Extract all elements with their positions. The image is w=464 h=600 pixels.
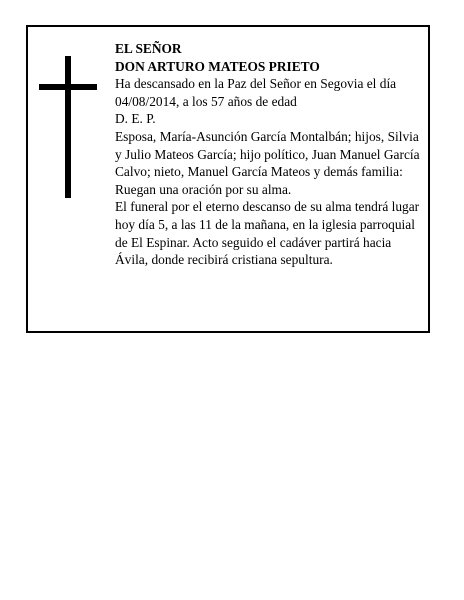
cross-vertical-bar (65, 56, 71, 198)
deceased-name: DON ARTURO MATEOS PRIETO (115, 58, 320, 74)
obituary-notice (26, 25, 430, 333)
cross-horizontal-bar (39, 84, 97, 90)
notice-text (115, 40, 425, 269)
prayer-text: Ruegan una oración por su alma. (115, 181, 292, 197)
family-text: Esposa, María-Asunción García Montalbán; hijos, Silvia y Julio Mateos García; hijo político, Juan Manuel García Calvo; nieto, Manuel García Mateos y demás familia: (115, 128, 420, 180)
title-line-1: EL SEÑOR (115, 41, 182, 56)
announcement-text: Ha descansado en la Paz del Señor en Segovia el día 04/08/2014, a los 57 años de edad (115, 76, 397, 109)
dep-text: D. E. P. (115, 111, 156, 127)
funeral-text: El funeral por el eterno descanso de su alma tendrá lugar hoy día 5, a las 11 de la mañana, en la iglesia parroquial de El Espinar. Acto seguido el cadáver partirá hacia Ávila, donde recibirá cristiana sepultura. (115, 199, 420, 268)
